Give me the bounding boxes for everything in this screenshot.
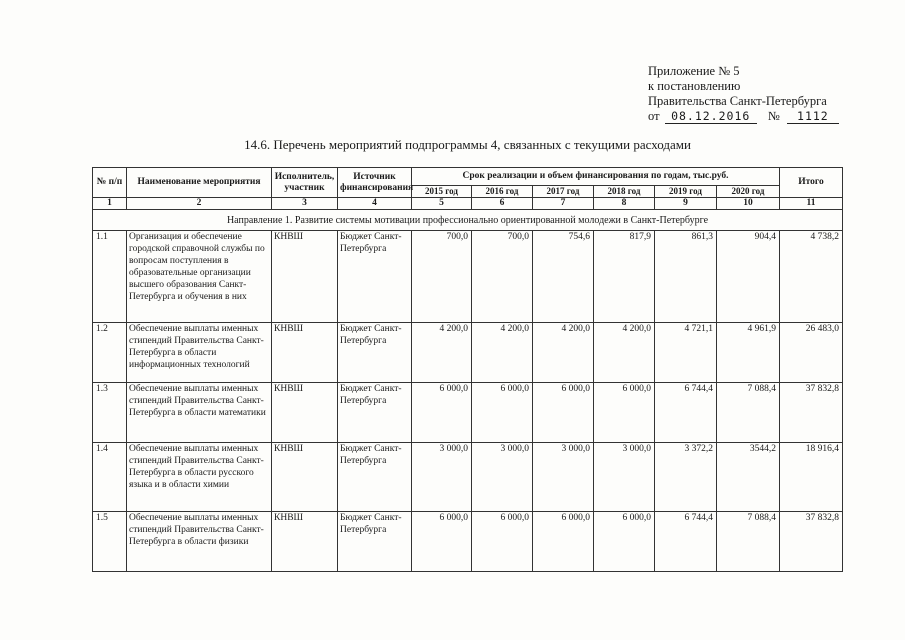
document-title: 14.6. Перечень мероприятий подпрограммы 4, связанных с текущими расходами [244,137,691,152]
col-number: 8 [594,198,655,210]
row-source: Бюджет Санкт-Петербурга [338,323,412,383]
row-year-value: 4 200,0 [533,323,594,383]
from-label: от [648,109,660,123]
col-number: 4 [338,198,412,210]
row-year-value: 4 200,0 [412,323,472,383]
row-year-value: 3 000,0 [472,443,533,512]
row-year-value: 6 000,0 [594,512,655,572]
row-year-value: 7 088,4 [717,512,780,572]
row-executor: КНВШ [272,443,338,512]
row-number: 1.1 [93,231,127,323]
row-year-value: 6 000,0 [594,383,655,443]
row-total: 18 916,4 [780,443,843,512]
row-executor: КНВШ [272,383,338,443]
row-year-value: 6 000,0 [412,512,472,572]
row-year-value: 817,9 [594,231,655,323]
col-number: 5 [412,198,472,210]
row-number: 1.2 [93,323,127,383]
header-name: Наименование мероприятия [127,168,272,198]
row-measure-name: Организация и обеспечение городской справочной службы по вопросам поступления в образовательные организации высшего образования Санкт-Петербурга и обучения в них [127,231,272,323]
header-year: 2020 год [717,186,780,198]
row-year-value: 861,3 [655,231,717,323]
header-executor: Исполнитель, участник [272,168,338,198]
row-year-value: 4 200,0 [594,323,655,383]
row-executor: КНВШ [272,231,338,323]
row-year-value: 6 744,4 [655,383,717,443]
resolution-number: 1112 [787,110,839,124]
row-year-value: 754,6 [533,231,594,323]
number-label: № [767,109,780,123]
row-year-value: 3 000,0 [533,443,594,512]
row-year-value: 6 000,0 [412,383,472,443]
header-period: Срок реализации и объем финансирования по годам, тыс.руб. [412,168,780,186]
row-measure-name: Обеспечение выплаты именных стипендий Правительства Санкт-Петербурга в области информационных технологий [127,323,272,383]
row-year-value: 3 000,0 [412,443,472,512]
appendix-resolution: к постановлению [648,79,741,93]
header-year: 2019 год [655,186,717,198]
measures-table [92,167,843,572]
row-number: 1.3 [93,383,127,443]
appendix-date-line [648,109,839,124]
row-executor: КНВШ [272,323,338,383]
appendix-government: Правительства Санкт-Петербурга [648,94,827,108]
header-year: 2015 год [412,186,472,198]
header-year: 2018 год [594,186,655,198]
header-year: 2016 год [472,186,533,198]
header-total: Итого [780,168,843,198]
col-number: 11 [780,198,843,210]
table-row [93,323,843,383]
section-title: Направление 1. Развитие системы мотивации профессионально ориентированной молодежи в Санкт-Петербурге [93,210,843,231]
row-number: 1.4 [93,443,127,512]
col-number: 9 [655,198,717,210]
row-year-value: 4 200,0 [472,323,533,383]
col-number: 3 [272,198,338,210]
col-number: 7 [533,198,594,210]
row-year-value: 6 000,0 [533,383,594,443]
row-year-value: 6 000,0 [472,383,533,443]
header-num: № п/п [93,168,127,198]
row-year-value: 3 372,2 [655,443,717,512]
table-row [93,231,843,323]
row-executor: КНВШ [272,512,338,572]
row-source: Бюджет Санкт-Петербурга [338,512,412,572]
appendix-number: Приложение № 5 [648,64,740,78]
section-row [93,210,843,231]
table-row [93,443,843,512]
header-year: 2017 год [533,186,594,198]
row-year-value: 7 088,4 [717,383,780,443]
row-total: 4 738,2 [780,231,843,323]
col-number: 10 [717,198,780,210]
table-row [93,383,843,443]
row-year-value: 6 000,0 [533,512,594,572]
row-total: 26 483,0 [780,323,843,383]
resolution-date: 08.12.2016 [665,110,757,124]
row-year-value: 700,0 [412,231,472,323]
row-year-value: 6 000,0 [472,512,533,572]
column-numbers-row [93,198,843,210]
header-source: Источник финансирования [338,168,412,198]
row-year-value: 4 961,9 [717,323,780,383]
row-source: Бюджет Санкт-Петербурга [338,383,412,443]
row-year-value: 6 744,4 [655,512,717,572]
row-year-value: 3 000,0 [594,443,655,512]
row-number: 1.5 [93,512,127,572]
row-year-value: 904,4 [717,231,780,323]
row-year-value: 700,0 [472,231,533,323]
row-total: 37 832,8 [780,512,843,572]
col-number: 1 [93,198,127,210]
row-source: Бюджет Санкт-Петербурга [338,231,412,323]
col-number: 6 [472,198,533,210]
row-year-value: 3544,2 [717,443,780,512]
row-measure-name: Обеспечение выплаты именных стипендий Правительства Санкт-Петербурга в области математики [127,383,272,443]
appendix-header [648,64,839,124]
row-measure-name: Обеспечение выплаты именных стипендий Правительства Санкт-Петербурга в области русского языка и в области химии [127,443,272,512]
row-year-value: 4 721,1 [655,323,717,383]
row-total: 37 832,8 [780,383,843,443]
col-number: 2 [127,198,272,210]
row-source: Бюджет Санкт-Петербурга [338,443,412,512]
table-row [93,512,843,572]
row-measure-name: Обеспечение выплаты именных стипендий Правительства Санкт-Петербурга в области физики [127,512,272,572]
